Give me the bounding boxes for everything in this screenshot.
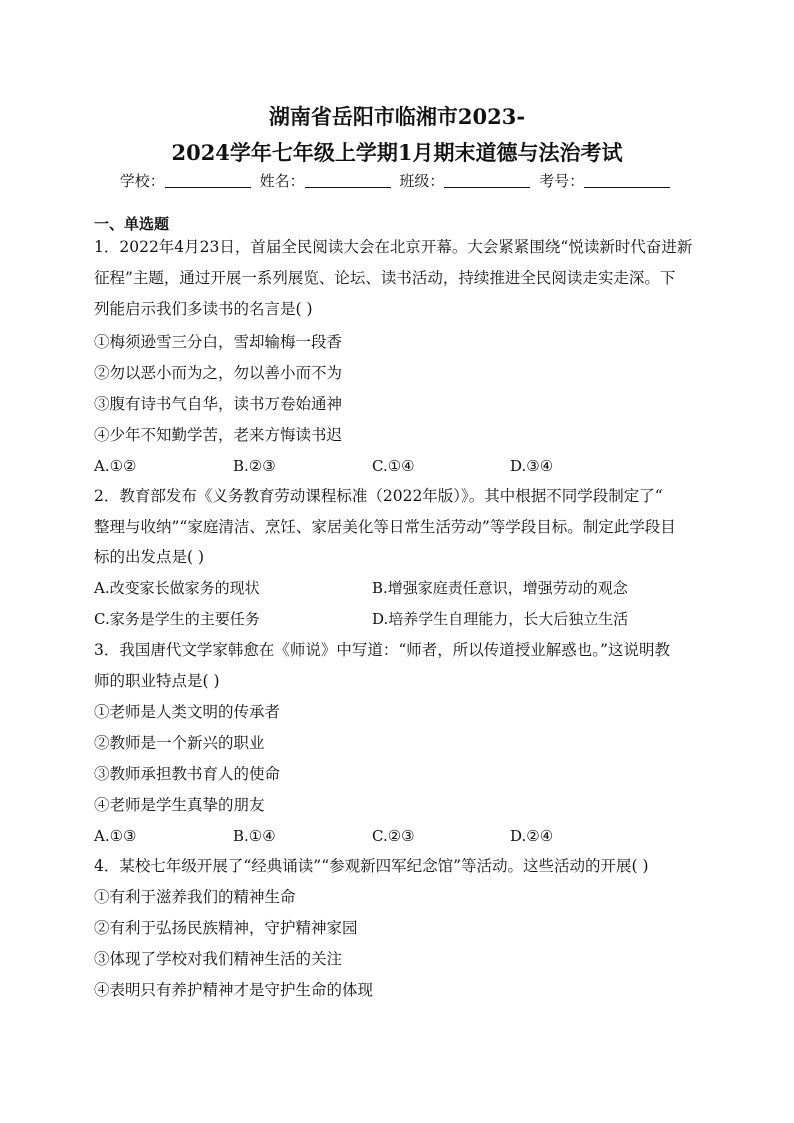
- q3-option-c[interactable]: C.②③: [372, 827, 415, 845]
- exam-number-label: 考号：: [539, 172, 585, 190]
- q4-statement-4: ④表明只有养护精神才是守护生命的体现: [94, 981, 374, 999]
- q2-stem-line1: 2．教育部发布《义务教育劳动课程标准（2022年版）》。其中根据不同学段制定了“: [94, 487, 663, 505]
- q1-statement-2: ②勿以恶小而为之，勿以善小而不为: [94, 364, 343, 382]
- exam-number-blank[interactable]: [584, 173, 670, 188]
- school-label: 学校：: [119, 172, 165, 190]
- q2-option-b[interactable]: B.增强家庭责任意识，增强劳动的观念: [372, 579, 628, 597]
- q1-statement-3: ③腹有诗书气自华，读书万卷始通神: [94, 395, 343, 413]
- q2-stem-line3: 标的出发点是( ): [94, 548, 205, 566]
- exam-title-line1: 湖南省岳阳市临湘市2023-: [268, 104, 526, 129]
- q4-statement-3: ③体现了学校对我们精神生活的关注: [94, 950, 343, 968]
- class-label: 班级：: [399, 172, 445, 190]
- q3-stem-line1: 3．我国唐代文学家韩愈在《师说》中写道：“师者，所以传道授业解惑也。”这说明教: [94, 641, 670, 659]
- q1-option-d[interactable]: D.③④: [510, 457, 554, 475]
- class-blank[interactable]: [444, 173, 530, 188]
- name-blank[interactable]: [305, 173, 391, 188]
- q3-stem-line2: 师的职业特点是( ): [94, 672, 220, 690]
- q3-option-d[interactable]: D.②④: [510, 827, 554, 845]
- q1-statement-1: ①梅须逊雪三分白，雪却输梅一段香: [94, 333, 343, 351]
- q3-statement-3: ③教师承担教书育人的使命: [94, 765, 281, 783]
- student-info-row: [0, 170, 794, 191]
- name-label: 姓名：: [259, 172, 305, 190]
- q4-statement-1: ①有利于滋养我们的精神生命: [94, 888, 296, 906]
- section-title: 一、单选题: [94, 215, 170, 233]
- q1-statement-4: ④少年不知勤学苦，老来方悔读书迟: [94, 426, 343, 444]
- q2-option-d[interactable]: D.培养学生自理能力，长大后独立生活: [372, 610, 629, 628]
- q1-stem-line2: 征程”主题，通过开展一系列展览、论坛、读书活动，持续推进全民阅读走实走深。下: [94, 269, 676, 287]
- q1-option-a[interactable]: A.①②: [94, 457, 137, 475]
- q2-option-c[interactable]: C.家务是学生的主要任务: [94, 610, 260, 628]
- exam-title-line2: 2024学年七年级上学期1月期末道德与法治考试: [171, 140, 623, 165]
- q3-statement-4: ④老师是学生真挚的朋友: [94, 796, 265, 814]
- q3-statement-2: ②教师是一个新兴的职业: [94, 734, 265, 752]
- q2-option-a[interactable]: A.改变家长做家务的现状: [94, 579, 260, 597]
- q1-option-c[interactable]: C.①④: [372, 457, 415, 475]
- q3-statement-1: ①老师是人类文明的传承者: [94, 703, 281, 721]
- q3-option-b[interactable]: B.①④: [233, 827, 276, 845]
- q4-stem-line1: 4．某校七年级开展了“经典诵读”“参观新四军纪念馆”等活动。这些活动的开展( ): [94, 857, 649, 875]
- q2-stem-line2: 整理与收纳”“家庭清洁、烹饪、家居美化等日常生活劳动”等学段目标。制定此学段目: [94, 518, 676, 536]
- q3-option-a[interactable]: A.①③: [94, 827, 137, 845]
- q1-option-b[interactable]: B.②③: [233, 457, 276, 475]
- q4-statement-2: ②有利于弘扬民族精神，守护精神家园: [94, 919, 358, 937]
- q1-stem-line3: 列能启示我们多读书的名言是( ): [94, 300, 313, 318]
- school-blank[interactable]: [165, 173, 251, 188]
- q1-stem-line1: 1．2022年4月23日，首届全民阅读大会在北京开幕。大会紧紧围绕“悦读新时代奋进新: [94, 238, 693, 256]
